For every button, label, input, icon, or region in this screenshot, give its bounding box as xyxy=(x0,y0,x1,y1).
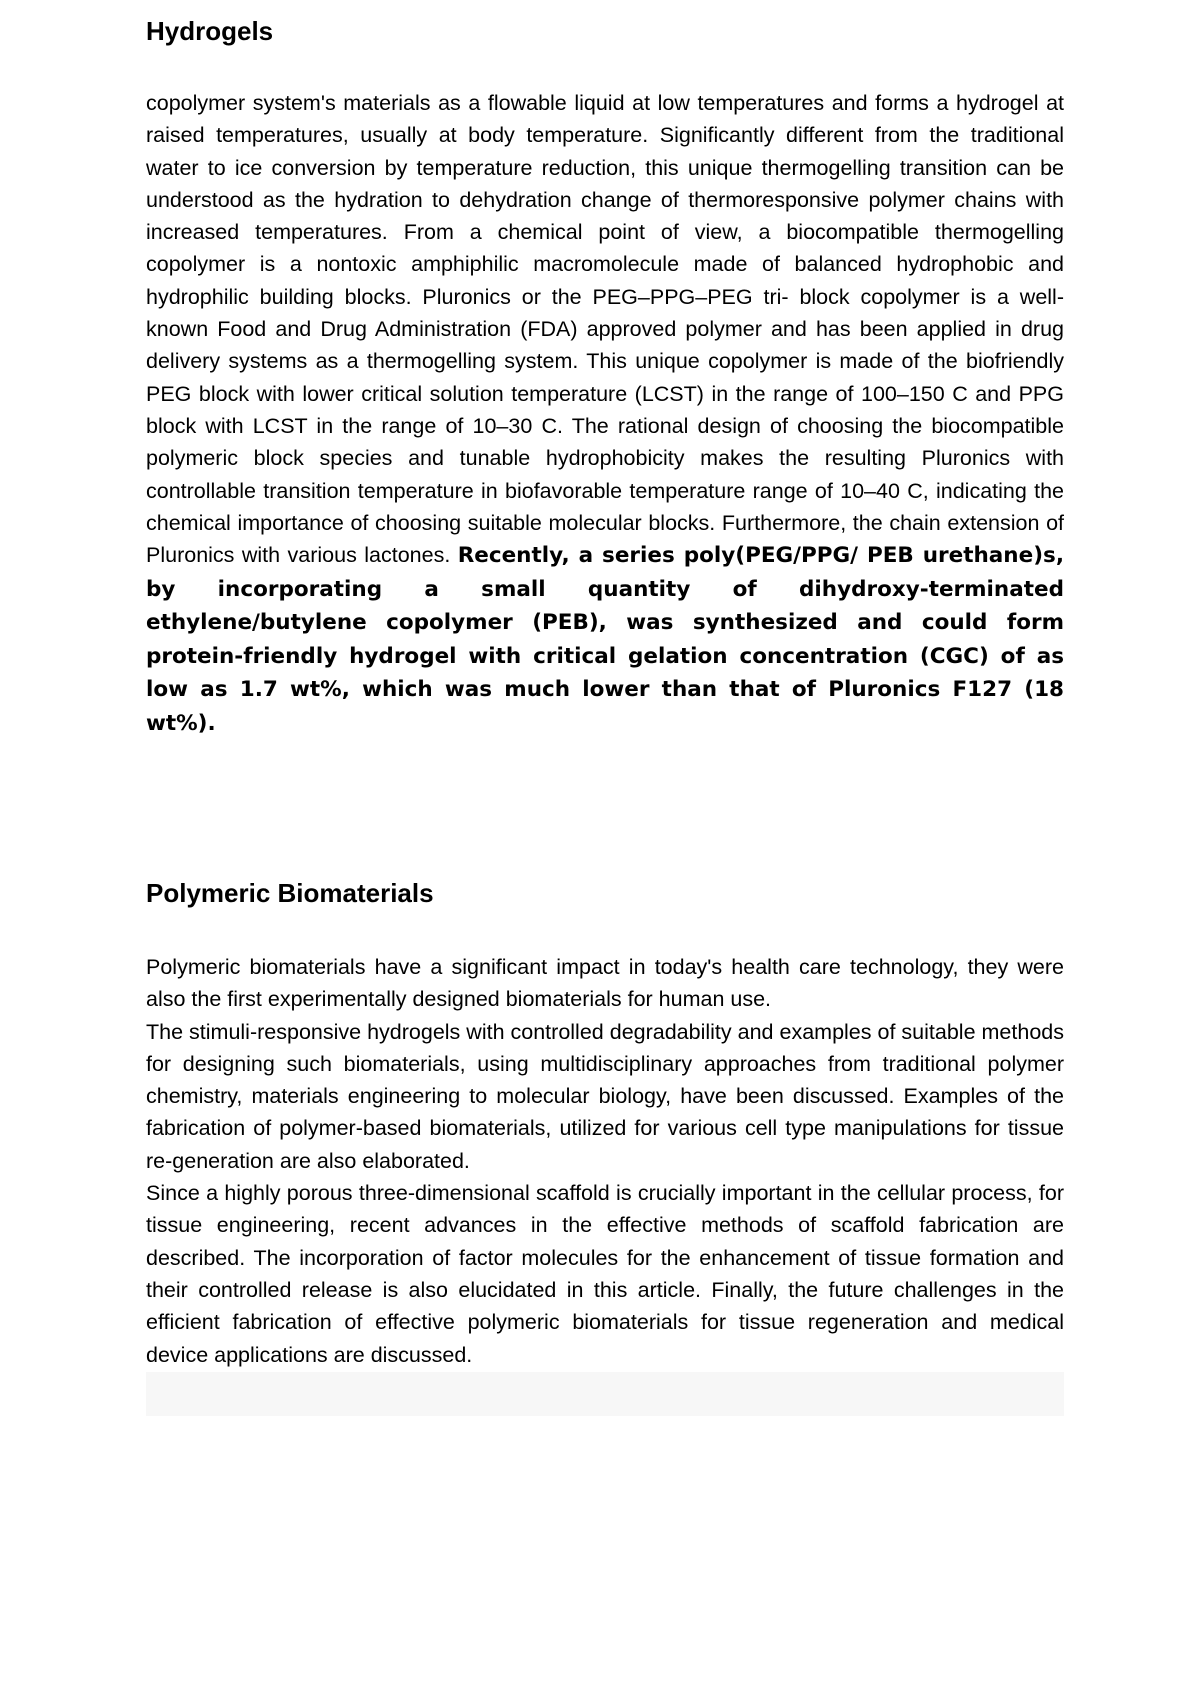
biomaterials-paragraph-1: Polymeric biomaterials have a significant impact in today's health care technology, they were also the first experimentally designed biomaterials for human use. xyxy=(146,955,1064,1012)
section-title-hydrogels: Hydrogels xyxy=(146,16,274,46)
section-title-polymeric-biomaterials: Polymeric Biomaterials xyxy=(146,878,434,908)
biomaterials-paragraph-2: The stimuli-responsive hydrogels with controlled degradability and examples of suitable methods for designing such biomaterials, using multidisciplinary approaches from traditional polymer chemistry, materials engineering to molecular biology, have been discussed. Examples of the fabrication of polymer-based biomaterials, utilized for various cell type manipulations for tissue re-generation are also elaborated. xyxy=(146,1019,1064,1173)
hydrogels-body-bold: Recently, a series poly(PEG/PPG/ PEB urethane)s, by incorporating a small quantity of dihydroxy-terminated ethylene/butylene copolymer (PEB), was synthesized and could form protein-friendly hydrogel with critical gelation concentration (CGC) of as low as 1.7 wt%, which was much lower than that of Pluronics F127 (18 wt%). xyxy=(146,543,1064,736)
hydrogels-body-regular: copolymer system's materials as a flowable liquid at low temperatures and forms a hydrogel at raised temperatures, usually at body temperature. Significantly different from the traditional water to ice conversion by temperature reduction, this unique thermogelling transition can be understood as the hydration to dehydration change of thermoresponsive polymer chains with increased temperatures. From a chemical point of view, a biocompatible thermogelling copolymer is a nontoxic amphiphilic macromolecule made of balanced hydrophobic and hydrophilic building blocks. Pluronics or the PEG–PPG–PEG tri- block copolymer is a well-known Food and Drug Administration (FDA) approved polymer and has been applied in drug delivery systems as a thermogelling system. This unique copolymer is made of the biofriendly PEG block with lower critical solution temperature (LCST) in the range of 100–150 C and PPG block with LCST in the range of 10–30 C. The rational design of choosing the biocompatible polymeric block species and tunable hydrophobicity makes the resulting Pluronics with controllable transition temperature in biofavorable temperature range of 10–40 C, indicating the chemical importance of choosing suitable molecular blocks. Furthermore, the chain extension of Pluronics with various lactones. xyxy=(146,91,1064,568)
empty-shaded-block xyxy=(146,1372,1064,1416)
polymeric-biomaterials-body xyxy=(146,951,1064,1371)
biomaterials-paragraph-3: Since a highly porous three-dimensional scaffold is crucially important in the cellular process, for tissue engineering, recent advances in the effective methods of scaffold fabrication are described. The incorporation of factor molecules for the enhancement of tissue formation and their controlled release is also elucidated in this article. Finally, the future challenges in the efficient fabrication of effective polymeric biomaterials for tissue regeneration and medical device applications are discussed. xyxy=(146,1181,1064,1367)
hydrogels-paragraph xyxy=(146,87,1064,740)
